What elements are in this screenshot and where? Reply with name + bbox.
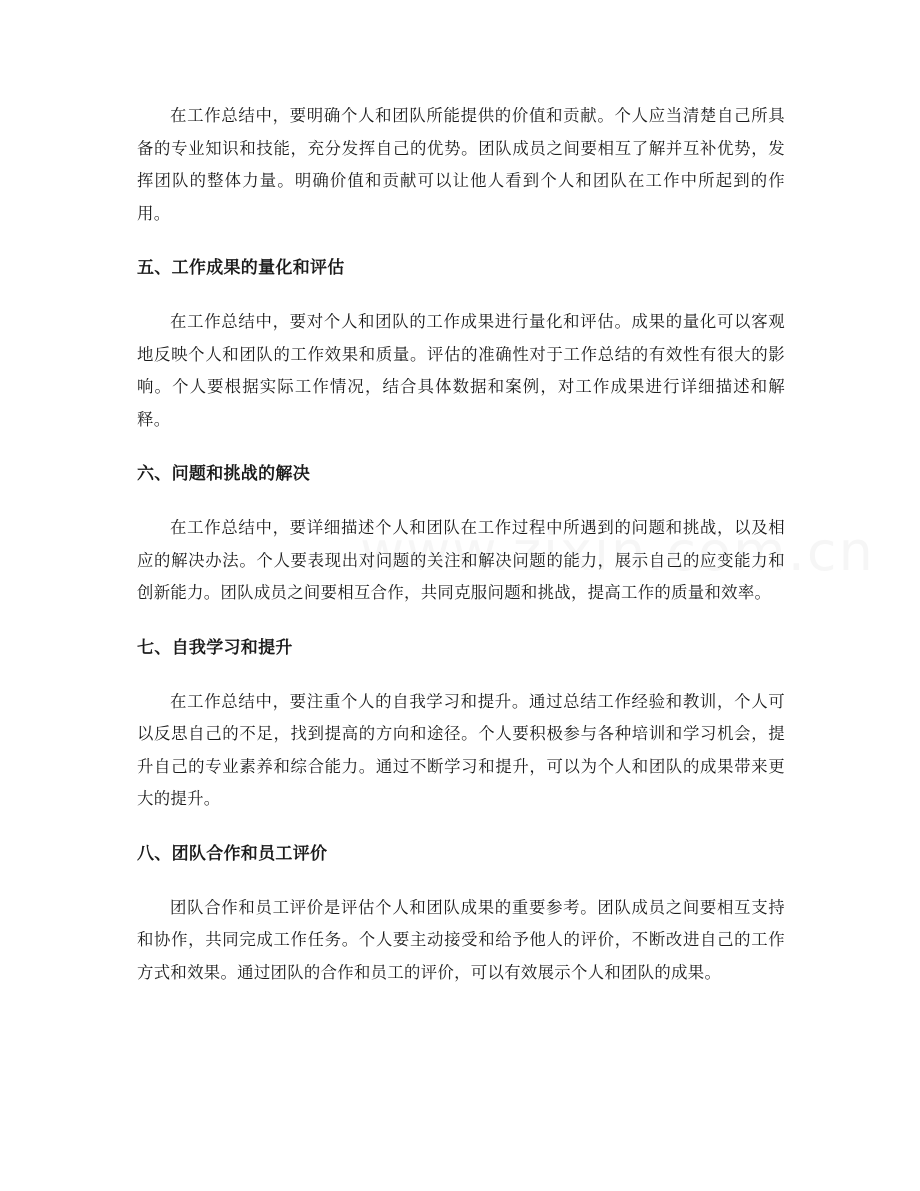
document-body [137, 100, 785, 989]
section-heading-8: 八、团队合作和员工评价 [137, 843, 328, 864]
section-paragraph-6: 在工作总结中，要详细描述个人和团队在工作过程中所遇到的问题和挑战，以及相应的解决办法。个人要表现出对问题的关注和解决问题的能力，展示自己的应变能力和创新能力。团队成员之间要相互合作，共同克服问题和挑战，提高工作的质量和效率。 [137, 518, 785, 602]
section-paragraph-5: 在工作总结中，要对个人和团队的工作成果进行量化和评估。成果的量化可以客观地反映个人和团队的工作效果和质量。评估的准确性对于工作总结的有效性有很大的影响。个人要根据实际工作情况，结合具体数据和案例，对工作成果进行详细描述和解释。 [137, 312, 785, 429]
section-heading-5: 五、工作成果的量化和评估 [137, 258, 345, 278]
section-paragraph-7: 在工作总结中，要注重个人的自我学习和提升。通过总结工作经验和教训，个人可以反思自己的不足，找到提高的方向和途径。个人要积极参与各种培训和学习机会，提升自己的专业素养和综合能力。通过不断学习和提升，可以为个人和团队的成果带来更大的提升。 [137, 691, 785, 808]
section-heading-7: 七、自我学习和提升 [137, 637, 293, 658]
section-heading-6: 六、问题和挑战的解决 [137, 464, 310, 484]
intro-paragraph: 在工作总结中，要明确个人和团队所能提供的价值和贡献。个人应当清楚自己所具备的专业知识和技能，充分发挥自己的优势。团队成员之间要相互了解并互补优势，发挥团队的整体力量。明确价值和贡献可以让他人看到个人和团队在工作中所起到的作用。 [137, 106, 785, 223]
section-paragraph-8: 团队合作和员工评价是评估个人和团队成果的重要参考。团队成员之间要相互支持和协作，共同完成工作任务。个人要主动接受和给予他人的评价，不断改进自己的工作方式和效果。通过团队的合作和员工的评价，可以有效展示个人和团队的成果。 [137, 897, 785, 982]
